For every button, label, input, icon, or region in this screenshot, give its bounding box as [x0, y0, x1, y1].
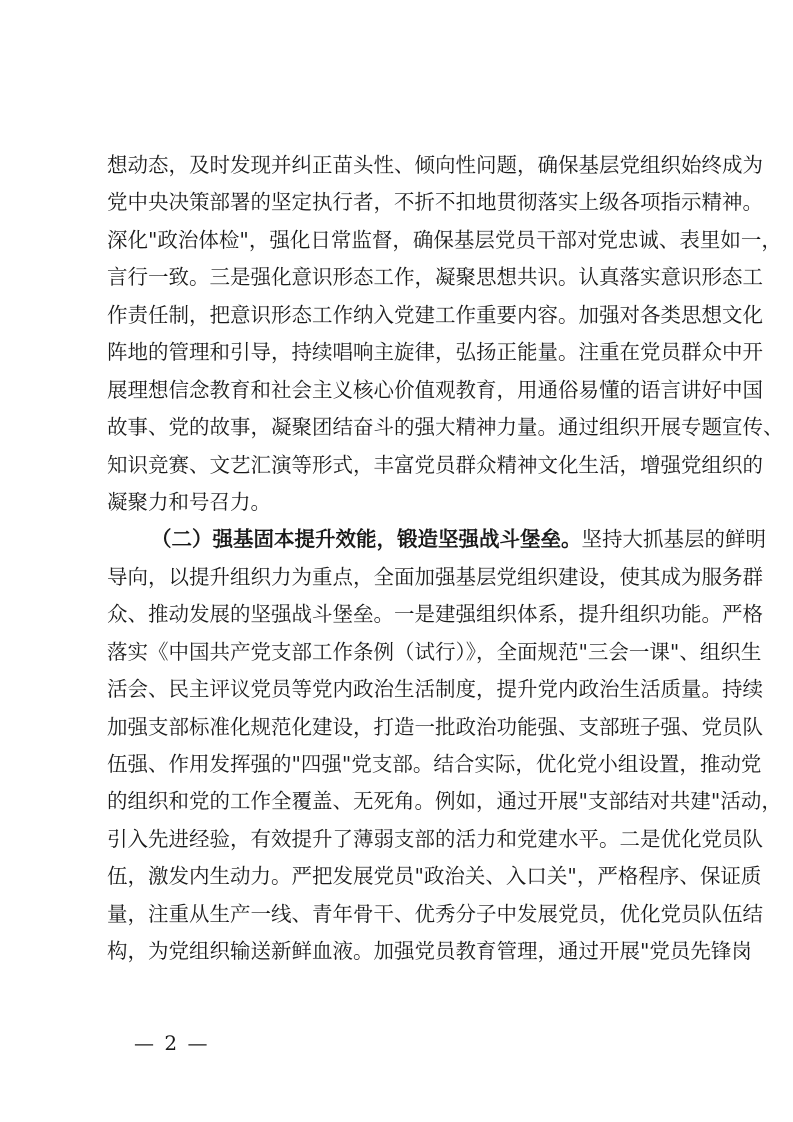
paragraph-2 [107, 521, 782, 970]
text-line: 想动态，及时发现并纠正苗头性、倾向性问题，确保基层党组织始终成为 [107, 153, 763, 177]
text-line: 伍，激发内生动力。严把发展党员"政治关、入口关"，严格程序、保证质 [107, 864, 762, 889]
text-line: 作责任制，把意识形态工作纳入党建工作重要内容。加强对各类思想文化 [107, 302, 763, 327]
text-line: 活会、民主评议党员等党内政治生活制度，提升党内政治生活质量。持续 [107, 677, 763, 702]
text-line: 引入先进经验，有效提升了薄弱支部的活力和党建水平。二是优化党员队 [107, 826, 763, 851]
text-line: 落实《中国共产党支部工作条例（试行）》，全面规范"三会一课"、组织生 [107, 639, 762, 664]
text-line: 导向，以提升组织力为重点，全面加强基层党组织建设，使其成为服务群 [107, 564, 763, 589]
text-line: 党中央决策部署的坚定执行者，不折不扣地贯彻落实上级各项指示精神。 [107, 190, 763, 215]
body-text [107, 147, 784, 971]
text-line [107, 521, 766, 558]
text-line: 展理想信念教育和社会主义核心价值观教育，用通俗易懂的语言讲好中国 [107, 377, 763, 402]
text-line: 加强支部标准化规范化建设，打造一批政治功能强、支部班子强、党员队 [107, 714, 763, 739]
text-line: 知识竞赛、文艺汇演等形式，丰富党员群众精神文化生活，增强党组织的 [107, 452, 763, 477]
page-number: — 2 — [134, 1031, 210, 1055]
text-line: 凝聚力和号召力。 [107, 489, 271, 514]
text-line: 伍强、作用发挥强的"四强"党支部。结合实际，优化党小组设置，推动党 [107, 752, 762, 776]
text-span: 坚持大抓基层的鲜明 [581, 527, 766, 552]
text-line: 的组织和党的工作全覆盖、无死角。例如，通过开展"支部结对共建"活动， [107, 789, 782, 814]
text-line: 阵地的管理和引导，持续唱响主旋律，弘扬正能量。注重在党员群众中开 [107, 340, 763, 365]
text-line: 构，为党组织输送新鲜血液。加强党员教育管理，通过开展"党员先锋岗 [107, 939, 752, 964]
text-line: 言行一致。三是强化意识形态工作，凝聚思想共识。认真落实意识形态工 [107, 265, 763, 290]
text-line: 深化"政治体检"，强化日常监督，确保基层党员干部对党忠诚、表里如一， [107, 227, 782, 252]
text-line: 故事、党的故事，凝聚团结奋斗的强大精神力量。通过组织开展专题宣传、 [107, 415, 784, 440]
section-heading: （二）强基固本提升效能，锻造坚强战斗堡垒。 [151, 527, 582, 552]
text-line: 量，注重从生产一线、青年骨干、优秀分子中发展党员，优化党员队伍结 [107, 901, 763, 926]
paragraph-1 [107, 147, 784, 521]
text-line: 众、推动发展的坚强战斗堡垒。一是建强组织体系，提升组织功能。严格 [107, 602, 763, 627]
